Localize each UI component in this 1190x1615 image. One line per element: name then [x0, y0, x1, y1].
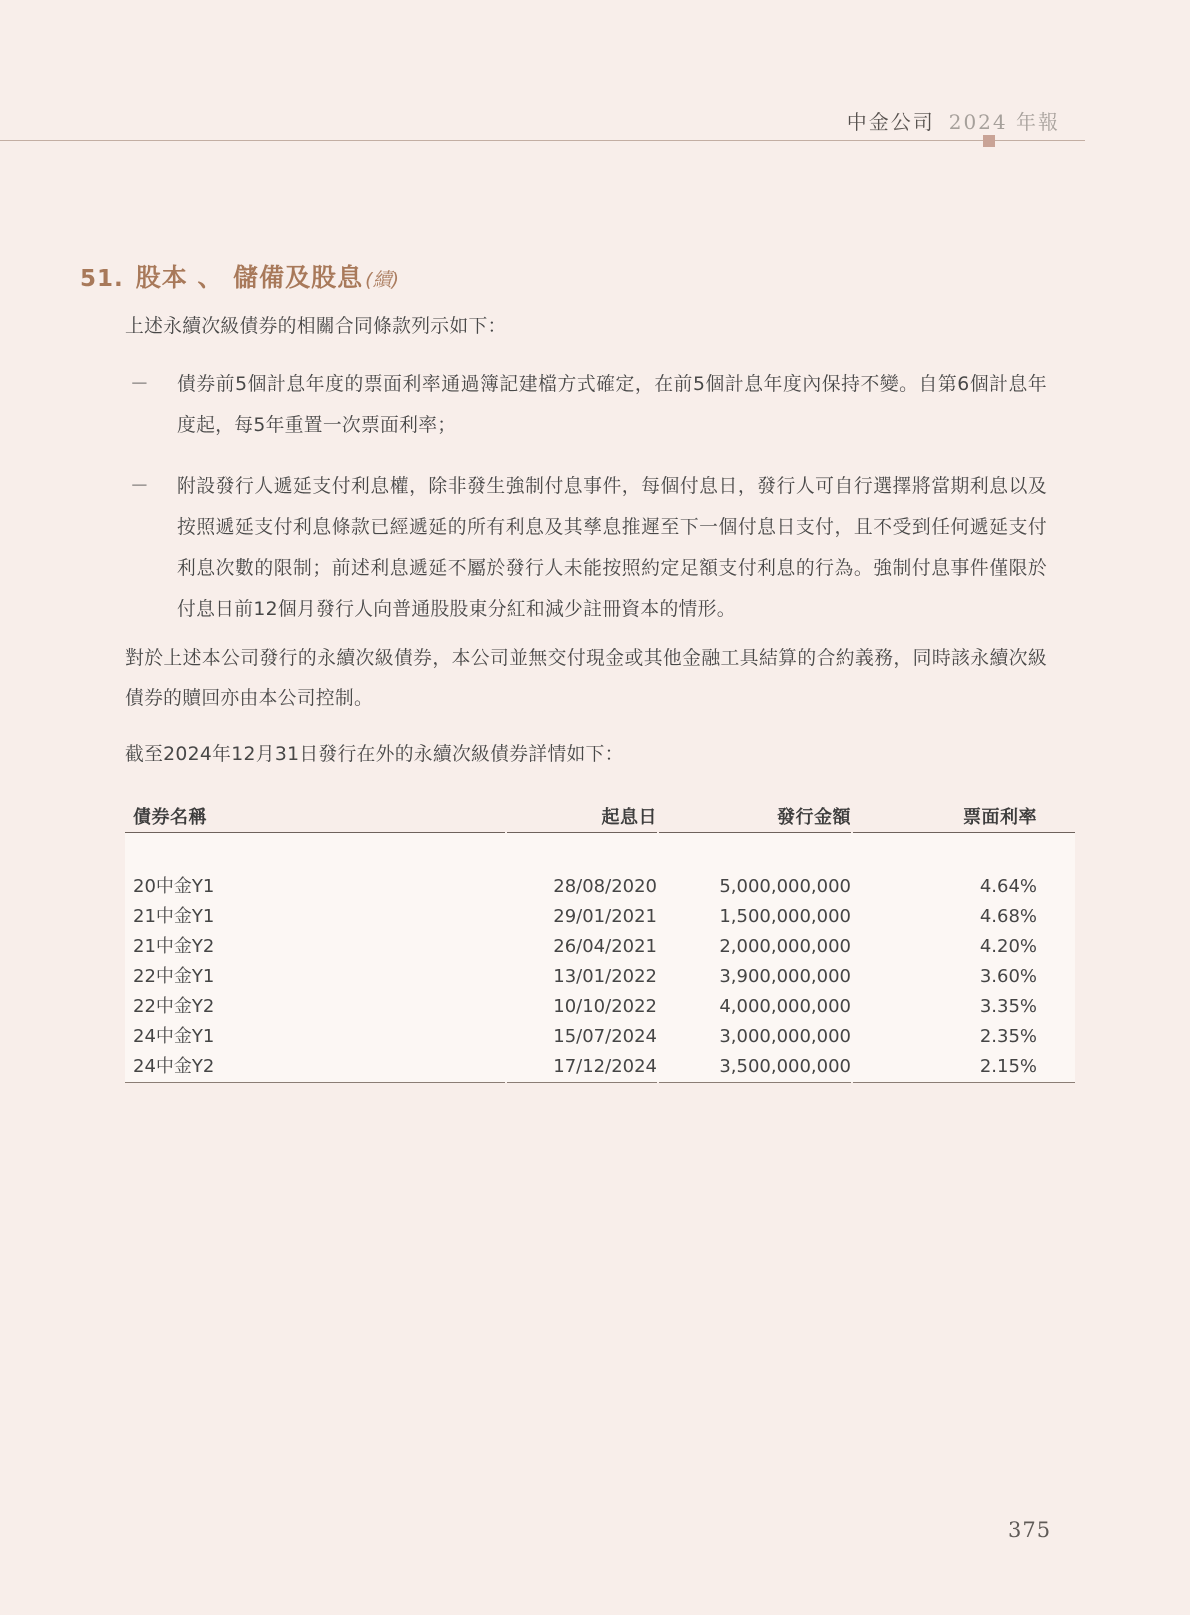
issue-amount: 3,000,000,000	[719, 1026, 851, 1047]
coupon-rate: 2.15%	[979, 1056, 1037, 1077]
body-paragraph: 對於上述本公司發行的永續次級債券，本公司並無交付現金或其他金融工具結算的合約義務，同時該永續次級債券的贖回亦由本公司控制。	[125, 648, 1047, 709]
bond-table-bottom-rule	[125, 1082, 1075, 1084]
value-date: 10/10/2022	[553, 996, 657, 1017]
bond-name: 21中金Y1	[133, 906, 215, 927]
coupon-rate: 2.35%	[979, 1026, 1037, 1047]
bottom-rule-segment	[659, 1082, 851, 1084]
table-row	[125, 1022, 1075, 1052]
bullet-dash: －	[130, 476, 150, 497]
bullet-text: 債券前5個計息年度的票面利率通過簿記建檔方式確定，在前5個計息年度內保持不變。自第6個計息年度起，每5年重置一次票面利率；	[177, 374, 1047, 436]
issue-amount: 3,900,000,000	[719, 966, 851, 987]
bullet-item	[130, 364, 1047, 446]
value-date: 26/04/2021	[553, 936, 657, 957]
column-header-value-date: 起息日	[507, 800, 657, 833]
value-date: 13/01/2022	[553, 966, 657, 987]
company-name: 中金公司	[846, 110, 935, 134]
issue-amount: 4,000,000,000	[719, 996, 851, 1017]
header-square-marker	[983, 135, 995, 147]
coupon-rate: 3.35%	[979, 996, 1037, 1017]
bond-name: 22中金Y1	[133, 966, 215, 987]
section-title-continued: (續)	[365, 269, 399, 291]
bond-name: 24中金Y2	[133, 1056, 215, 1077]
value-date: 29/01/2021	[553, 906, 657, 927]
column-header-bond-name: 債券名稱	[125, 800, 505, 833]
table-row	[125, 992, 1075, 1022]
bullet-item	[130, 466, 1047, 630]
intro-paragraph: 上述永續次級債券的相關合同條款列示如下：	[125, 316, 507, 337]
table-intro: 截至2024年12月31日發行在外的永續次級債券詳情如下：	[125, 744, 624, 765]
column-header-issue-amount: 發行金額	[659, 800, 851, 833]
coupon-rate: 4.68%	[979, 906, 1037, 927]
issue-amount: 1,500,000,000	[719, 906, 851, 927]
bond-name: 20中金Y1	[133, 876, 215, 897]
column-header-coupon-rate: 票面利率	[853, 800, 1075, 833]
table-row	[125, 1052, 1075, 1082]
table-row	[125, 932, 1075, 962]
bond-name: 24中金Y1	[133, 1026, 215, 1047]
bottom-rule-segment	[125, 1082, 505, 1084]
section-heading	[80, 258, 399, 294]
report-year: 2024 年報	[948, 110, 1060, 134]
bond-name: 21中金Y2	[133, 936, 215, 957]
bottom-rule-segment	[853, 1082, 1075, 1084]
value-date: 17/12/2024	[553, 1056, 657, 1077]
table-row	[125, 962, 1075, 992]
bond-table-header	[125, 800, 1075, 833]
value-date: 15/07/2024	[553, 1026, 657, 1047]
bullet-dash: －	[130, 374, 150, 395]
bond-name: 22中金Y2	[133, 996, 215, 1017]
table-row	[125, 872, 1075, 902]
bottom-rule-segment	[507, 1082, 657, 1084]
coupon-rate: 4.64%	[979, 876, 1037, 897]
page-number: 375	[1008, 1518, 1052, 1542]
bullet-text: 附設發行人遞延支付利息權，除非發生強制付息事件，每個付息日，發行人可自行選擇將當期利息以及按照遞延支付利息條款已經遞延的所有利息及其孳息推遲至下一個付息日支付，且不受到任何遞延支付利息次數的限制；前述利息遞延不屬於發行人未能按照約定足額支付利息的行為。強制付息事件僅限於付息日前12個月發行人向普通股股東分紅和減少註冊資本的情形。	[177, 476, 1047, 620]
table-row	[125, 902, 1075, 932]
value-date: 28/08/2020	[553, 876, 657, 897]
issue-amount: 5,000,000,000	[719, 876, 851, 897]
bond-table	[125, 800, 1075, 1084]
coupon-rate: 3.60%	[979, 966, 1037, 987]
issue-amount: 2,000,000,000	[719, 936, 851, 957]
section-number: 51.	[80, 266, 124, 292]
running-header	[847, 106, 1060, 135]
coupon-rate: 4.20%	[979, 936, 1037, 957]
bond-table-body	[125, 833, 1075, 1082]
header-divider	[0, 140, 1085, 141]
section-title: 股本 、 儲備及股息	[135, 263, 364, 292]
issue-amount: 3,500,000,000	[719, 1056, 851, 1077]
